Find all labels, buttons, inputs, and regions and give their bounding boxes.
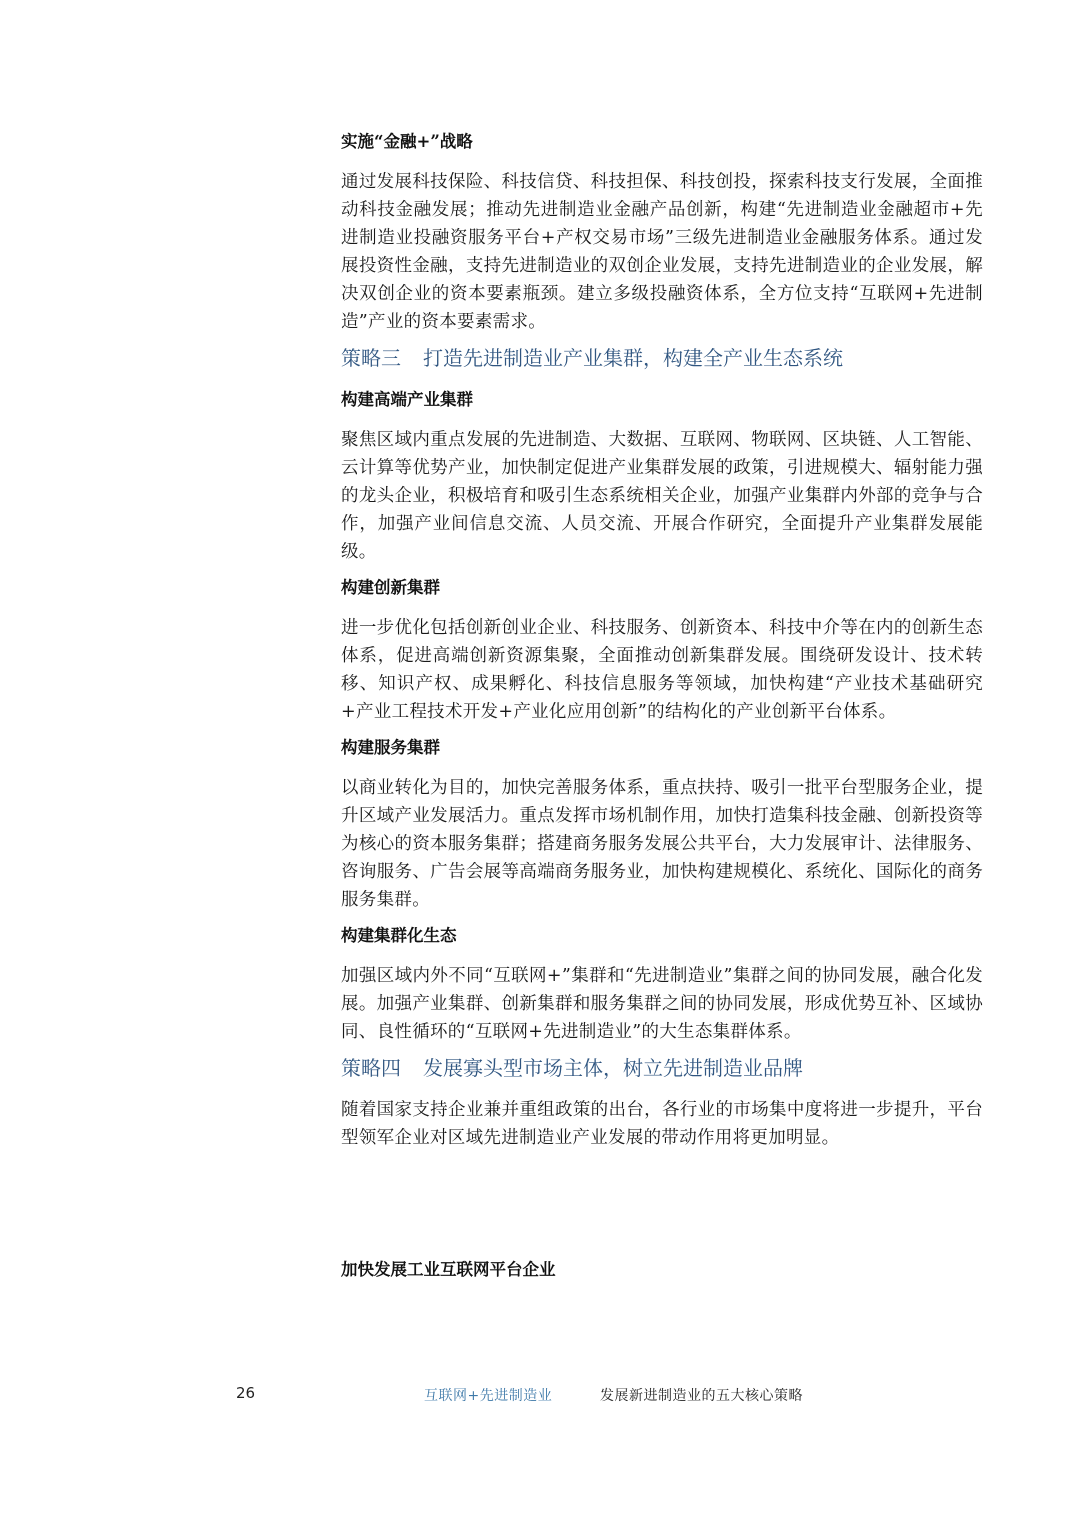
body-paragraph: 进一步优化包括创新创业企业、科技服务、创新资本、科技中介等在内的创新生态体系，促进高端创新资源集聚，全面推动创新集群发展。围绕研发设计、技术转移、知识产权、成果孵化、科技信息服务等领域，加快构建“产业技术基础研究+产业工程技术开发+产业化应用创新”的结构化的产业创新平台体系。 [341,618,983,722]
body-paragraph: 通过发展科技保险、科技信贷、科技担保、科技创投，探索科技支行发展，全面推动科技金融发展；推动先进制造业金融产品创新，构建“先进制造业金融超市+先进制造业投融资服务平台+产权交易市场”三级先进制造业金融服务体系。通过发展投资性金融，支持先进制造业的双创企业发展，支持先进制造业的企业发展，解决双创企业的资本要素瓶颈。建立多级投融资体系，全方位支持“互联网+先进制造”产业的资本要素需求。 [341,172,983,332]
sub-heading: 构建创新集群 [341,578,440,597]
body-paragraph: 随着国家支持企业兼并重组政策的出台，各行业的市场集中度将进一步提升，平台型领军企业对区域先进制造业产业发展的带动作用将更加明显。 [341,1100,983,1148]
body-paragraph: 聚焦区域内重点发展的先进制造、大数据、互联网、物联网、区块链、人工智能、云计算等优势产业，加快制定促进产业集群发展的政策，引进规模大、辐射能力强的龙头企业，积极培育和吸引生态系统相关企业，加强产业集群内外部的竞争与合作，加强产业间信息交流、人员交流、开展合作研究，全面提升产业集群发展能级。 [341,430,983,562]
section-heading-label: 策略四 [341,1056,401,1080]
body-paragraph: 以商业转化为目的，加快完善服务体系，重点扶持、吸引一批平台型服务企业，提升区域产业发展活力。重点发挥市场机制作用，加快打造集科技金融、创新投资等为核心的资本服务集群；搭建商务服务发展公共平台，大力发展审计、法律服务、咨询服务、广告会展等高端商务服务业，加快构建规模化、系统化、国际化的商务服务集群。 [341,778,983,910]
section-heading [341,344,983,372]
sub-heading: 构建高端产业集群 [341,390,473,409]
footer-chapter-title: 发展新进制造业的五大核心策略 [600,1388,803,1404]
sub-heading: 加快发展工业互联网平台企业 [341,1260,556,1279]
section-heading [341,1054,983,1082]
sub-heading: 构建服务集群 [341,738,440,757]
spacer [341,1160,983,1256]
page-footer [0,1384,1080,1408]
section-heading-text: 发展寡头型市场主体，树立先进制造业品牌 [423,1056,803,1080]
page-number: 26 [236,1384,256,1402]
body-paragraph: 加强区域内外不同“互联网+”集群和“先进制造业”集群之间的协同发展，融合化发展。加强产业集群、创新集群和服务集群之间的协同发展，形成优势互补、区域协同、良性循环的“互联网+先进制造业”的大生态集群体系。 [341,966,983,1042]
footer-report-title: 互联网+先进制造业 [424,1388,553,1404]
section-heading-label: 策略三 [341,346,401,370]
section-heading-text: 打造先进制造业产业集群，构建全产业生态系统 [423,346,843,370]
sub-heading: 实施“金融+”战略 [341,132,473,151]
sub-heading: 构建集群化生态 [341,926,457,945]
page-content [341,128,983,1296]
